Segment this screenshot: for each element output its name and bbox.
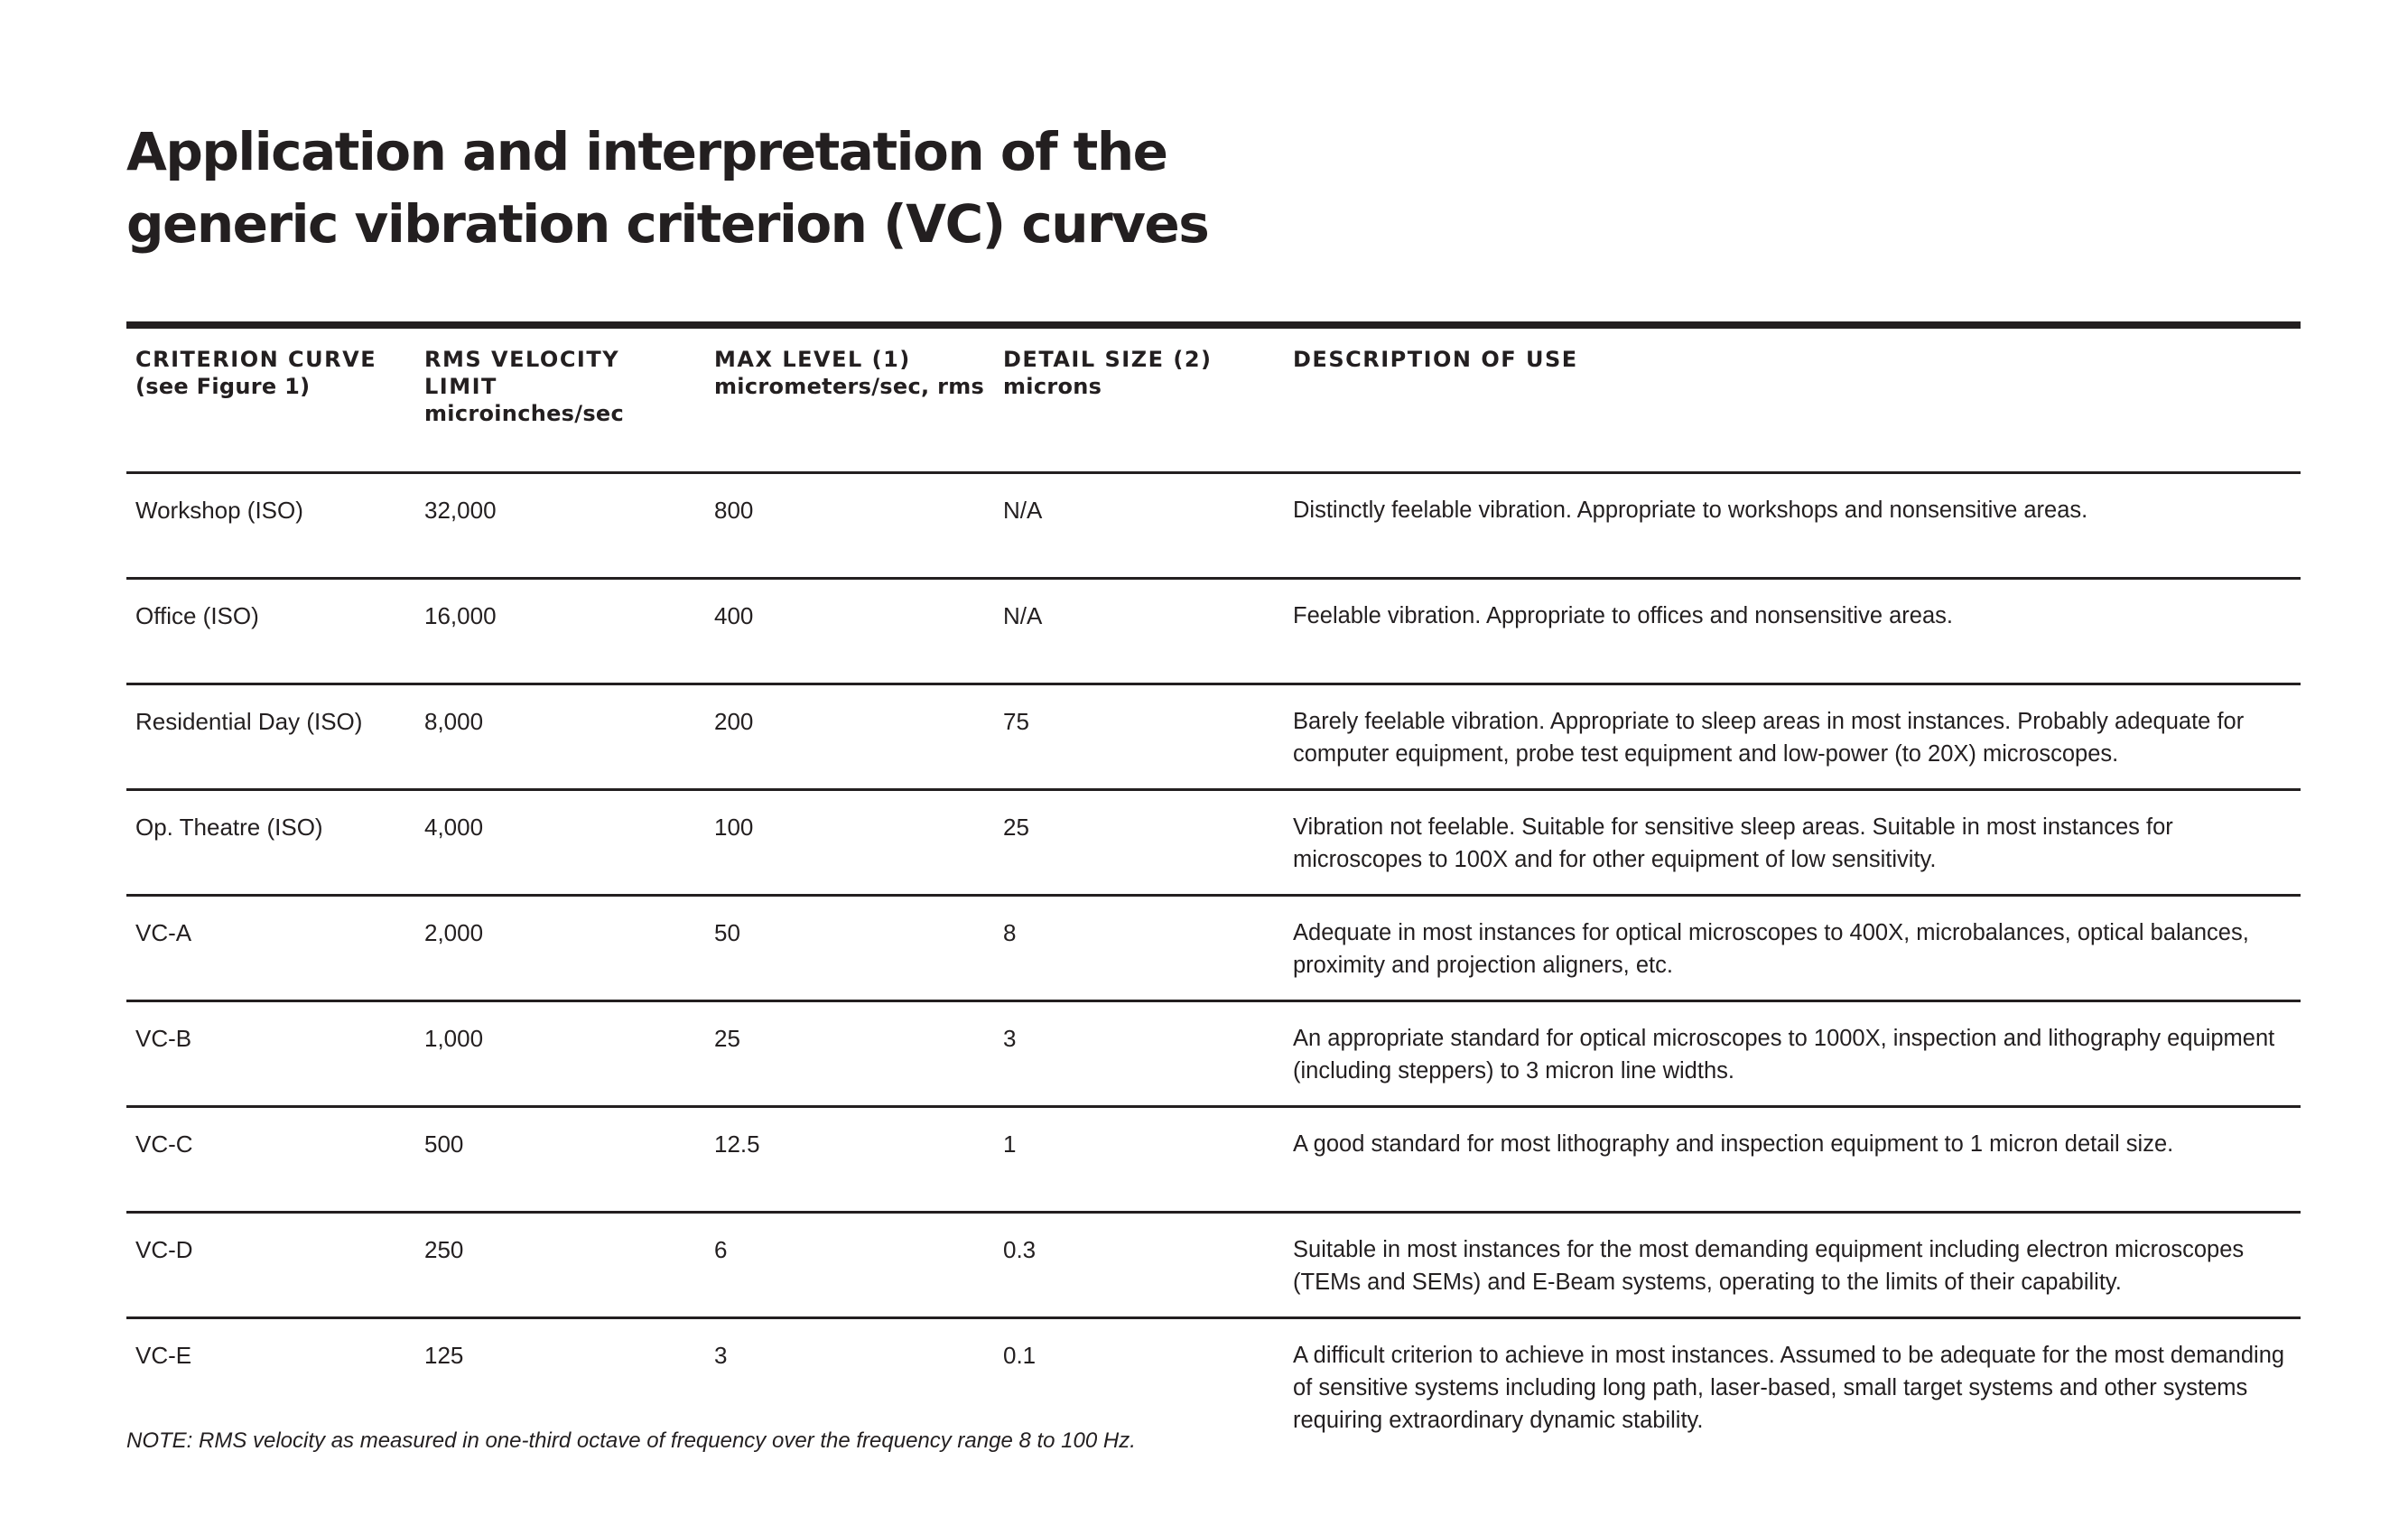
cell-description: A good standard for most lithography and inspection equipment to 1 micron detail size. xyxy=(1293,1131,2174,1157)
title-line-2: generic vibration criterion (VC) curves xyxy=(126,193,1209,255)
cell-velocity: 4,000 xyxy=(424,814,484,841)
title-line-1: Application and interpretation of the xyxy=(126,121,1167,182)
header-criterion-curve xyxy=(135,346,406,400)
cell-velocity: 500 xyxy=(424,1130,464,1158)
header-sublabel: micrometers/sec, rms xyxy=(714,374,985,399)
cell-velocity: 250 xyxy=(424,1236,464,1263)
cell-curve: Residential Day (ISO) xyxy=(135,708,363,735)
cell-detail-size: 0.1 xyxy=(1003,1342,1037,1369)
cell-curve: VC-E xyxy=(135,1342,192,1369)
header-description xyxy=(1293,346,2297,373)
cell-velocity: 1,000 xyxy=(424,1025,484,1052)
cell-max-level: 800 xyxy=(714,497,754,524)
cell-detail-size: 3 xyxy=(1003,1025,1017,1052)
cell-max-level: 12.5 xyxy=(714,1130,760,1158)
header-label: CRITERION CURVE xyxy=(135,347,377,372)
header-max-level xyxy=(714,346,985,400)
table-row xyxy=(126,1108,2301,1214)
table-row xyxy=(126,791,2301,897)
header-label: RMS VELOCITY LIMIT xyxy=(424,347,620,399)
table-row xyxy=(126,1319,2301,1433)
criteria-table xyxy=(126,321,2301,1433)
table-row xyxy=(126,580,2301,685)
cell-detail-size: 8 xyxy=(1003,919,1017,946)
header-label: DESCRIPTION OF USE xyxy=(1293,347,1578,372)
cell-description: Feelable vibration. Appropriate to offices and nonsensitive areas. xyxy=(1293,603,1953,628)
table-row xyxy=(126,474,2301,580)
table-row xyxy=(126,1002,2301,1108)
cell-curve: VC-B xyxy=(135,1025,192,1052)
header-sublabel: microns xyxy=(1003,374,1102,399)
cell-description: A difficult criterion to achieve in most instances. Assumed to be adequate for the most demanding of sensitive systems including long path, laser-based, small target systems and other systems requiring extraordinary dynamic stability. xyxy=(1293,1343,2285,1433)
table-row xyxy=(126,685,2301,791)
cell-description: Vibration not feelable. Suitable for sensitive sleep areas. Suitable in most instances for microscopes to 100X and for other equipment of low sensitivity. xyxy=(1293,814,2173,872)
table-footnote: NOTE: RMS velocity as measured in one-third octave of frequency over the frequency range 8 to 100 Hz. xyxy=(126,1428,1136,1453)
cell-detail-size: N/A xyxy=(1003,602,1043,629)
cell-max-level: 3 xyxy=(714,1342,728,1369)
table-row xyxy=(126,897,2301,1002)
cell-velocity: 125 xyxy=(424,1342,464,1369)
cell-velocity: 2,000 xyxy=(424,919,484,946)
cell-description: Adequate in most instances for optical microscopes to 400X, microbalances, optical balances, proximity and projection aligners, etc. xyxy=(1293,920,2249,978)
cell-max-level: 400 xyxy=(714,602,754,629)
cell-description: Suitable in most instances for the most demanding equipment including electron microscopes (TEMs and SEMs) and E-Beam systems, operating to the limits of their capability. xyxy=(1293,1237,2245,1295)
cell-max-level: 25 xyxy=(714,1025,740,1052)
cell-detail-size: N/A xyxy=(1003,497,1043,524)
header-detail-size xyxy=(1003,346,1274,400)
cell-detail-size: 1 xyxy=(1003,1130,1017,1158)
cell-curve: VC-D xyxy=(135,1236,193,1263)
header-label: DETAIL SIZE (2) xyxy=(1003,347,1213,372)
cell-max-level: 50 xyxy=(714,919,740,946)
page-title xyxy=(126,116,1208,260)
header-sublabel: (see Figure 1) xyxy=(135,374,311,399)
cell-max-level: 200 xyxy=(714,708,754,735)
cell-detail-size: 25 xyxy=(1003,814,1029,841)
cell-description: Distinctly feelable vibration. Appropriate to workshops and nonsensitive areas. xyxy=(1293,498,2088,523)
cell-curve: Workshop (ISO) xyxy=(135,497,303,524)
cell-detail-size: 0.3 xyxy=(1003,1236,1037,1263)
cell-velocity: 8,000 xyxy=(424,708,484,735)
cell-curve: VC-A xyxy=(135,919,192,946)
cell-description: Barely feelable vibration. Appropriate to sleep areas in most instances. Probably adequate for computer equipment, probe test equipment and low-power (to 20X) microscopes. xyxy=(1293,709,2245,767)
cell-velocity: 16,000 xyxy=(424,602,497,629)
cell-detail-size: 75 xyxy=(1003,708,1029,735)
cell-curve: Office (ISO) xyxy=(135,602,259,629)
cell-max-level: 100 xyxy=(714,814,754,841)
cell-description: An appropriate standard for optical microscopes to 1000X, inspection and lithography equipment (including steppers) to 3 micron line widths. xyxy=(1293,1026,2275,1084)
header-rms-velocity xyxy=(424,346,695,427)
cell-curve: VC-C xyxy=(135,1130,193,1158)
cell-velocity: 32,000 xyxy=(424,497,497,524)
table-header-row xyxy=(126,329,2301,474)
header-sublabel: microinches/sec xyxy=(424,401,625,426)
cell-max-level: 6 xyxy=(714,1236,728,1263)
table-row xyxy=(126,1214,2301,1319)
header-label: MAX LEVEL (1) xyxy=(714,347,911,372)
cell-curve: Op. Theatre (ISO) xyxy=(135,814,323,841)
